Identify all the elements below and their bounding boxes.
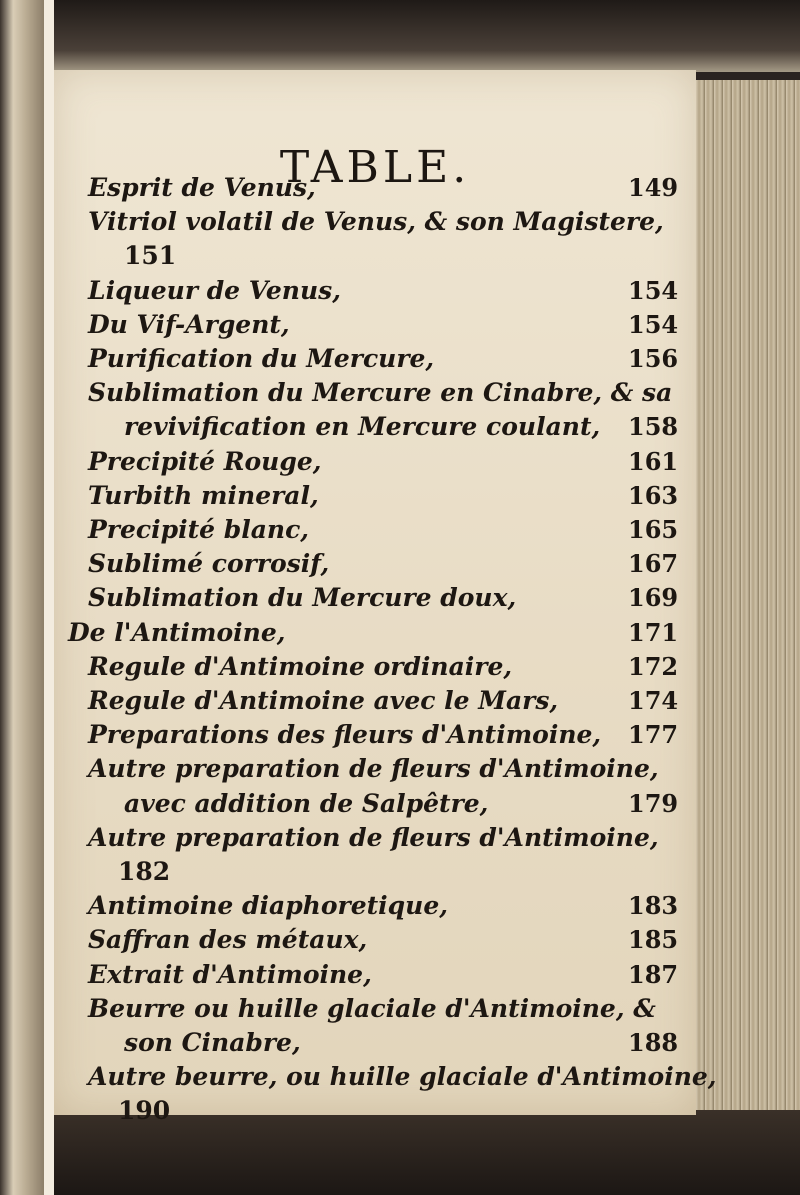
toc-entry-text: Vitriol volatil de Venus, & son Magistere, [88,207,664,237]
page-heading: TABLE. [279,142,471,193]
toc-entry-text: Precipité blanc, [88,515,310,544]
toc-entry-text: Sublimé corrosif, [88,549,330,579]
toc-entry-text: Autre preparation de fleurs d'Antimoine, [88,754,659,784]
toc-entry-text: Extrait d'Antimoine, [88,959,372,989]
toc-entry-text: Preparations des fleurs d'Antimoine, [88,720,602,750]
toc-entry-text: Regule d'Antimoine ordinaire, [88,651,513,681]
toc-entry-text: Purification du Mercure, [88,344,435,373]
toc-entry-text: Precipité Rouge, [88,446,322,476]
toc-entry-text: Sublimation du Mercure en Cinabre, & sa [88,378,673,408]
toc-entry-text: 182 [118,857,171,886]
toc-entry-text: Liqueur de Venus, [88,275,341,305]
toc-entry [54,1096,696,1136]
toc-entry-page: 156 [628,344,679,373]
top-shadow [54,0,800,72]
toc-entry-text: revivification en Mercure coulant, [124,412,601,442]
toc-entry-text: Autre preparation de fleurs d'Antimoine, [88,822,659,852]
toc-entry-page: 179 [628,788,679,818]
toc-entry-text: Esprit de Venus, [88,173,316,202]
toc-entry-text: Beurre ou huille glaciale d'Antimoine, & [88,993,656,1023]
toc-entry-page: 158 [628,412,679,442]
toc-entry-page: 174 [628,686,679,715]
toc-entry-page: 177 [628,720,679,750]
toc-entry-page: 149 [628,173,679,202]
toc-entry-text: De l'Antimoine, [68,617,286,647]
toc-entry-page: 165 [628,515,679,544]
toc-entry-page: 187 [628,959,679,989]
toc-entry [54,1040,696,1080]
page-fore-edge [696,80,800,1115]
toc-entry-page: 171 [628,617,679,647]
toc-entry-text: Saffran des métaux, [88,925,368,955]
toc-entry-text: Sublimation du Mercure doux, [88,583,517,613]
toc-entry-page: 154 [628,275,679,305]
toc-entry-text: Du Vif-Argent, [88,309,290,339]
toc-entry-text: 190 [118,1096,171,1126]
toc-entry-page: 163 [628,480,679,510]
toc-entry-text: Autre beurre, ou huille glaciale d'Antimoine, [88,1062,717,1092]
toc-entry-page: 169 [628,583,679,613]
toc-entry-page: 183 [628,891,679,921]
toc-entry-text: 151 [124,241,177,271]
toc-entry-text: avec addition de Salpêtre, [124,788,489,818]
toc-entry-text: Turbith mineral, [88,480,319,510]
toc-entry-page: 185 [628,925,679,955]
toc-entry-text: Regule d'Antimoine avec le Mars, [88,686,559,715]
book-binding-left [0,0,44,1195]
toc-entry-page: 188 [628,1028,679,1057]
book-page [54,70,717,1126]
toc-entry-page: 167 [628,549,679,579]
toc-entry-text: Antimoine diaphoretique, [88,891,448,921]
toc-entry-page: 154 [628,309,679,339]
toc-entry-page: 172 [628,651,679,681]
toc-entry-text: son Cinabre, [124,1028,301,1057]
toc-entry-page: 161 [628,446,679,476]
